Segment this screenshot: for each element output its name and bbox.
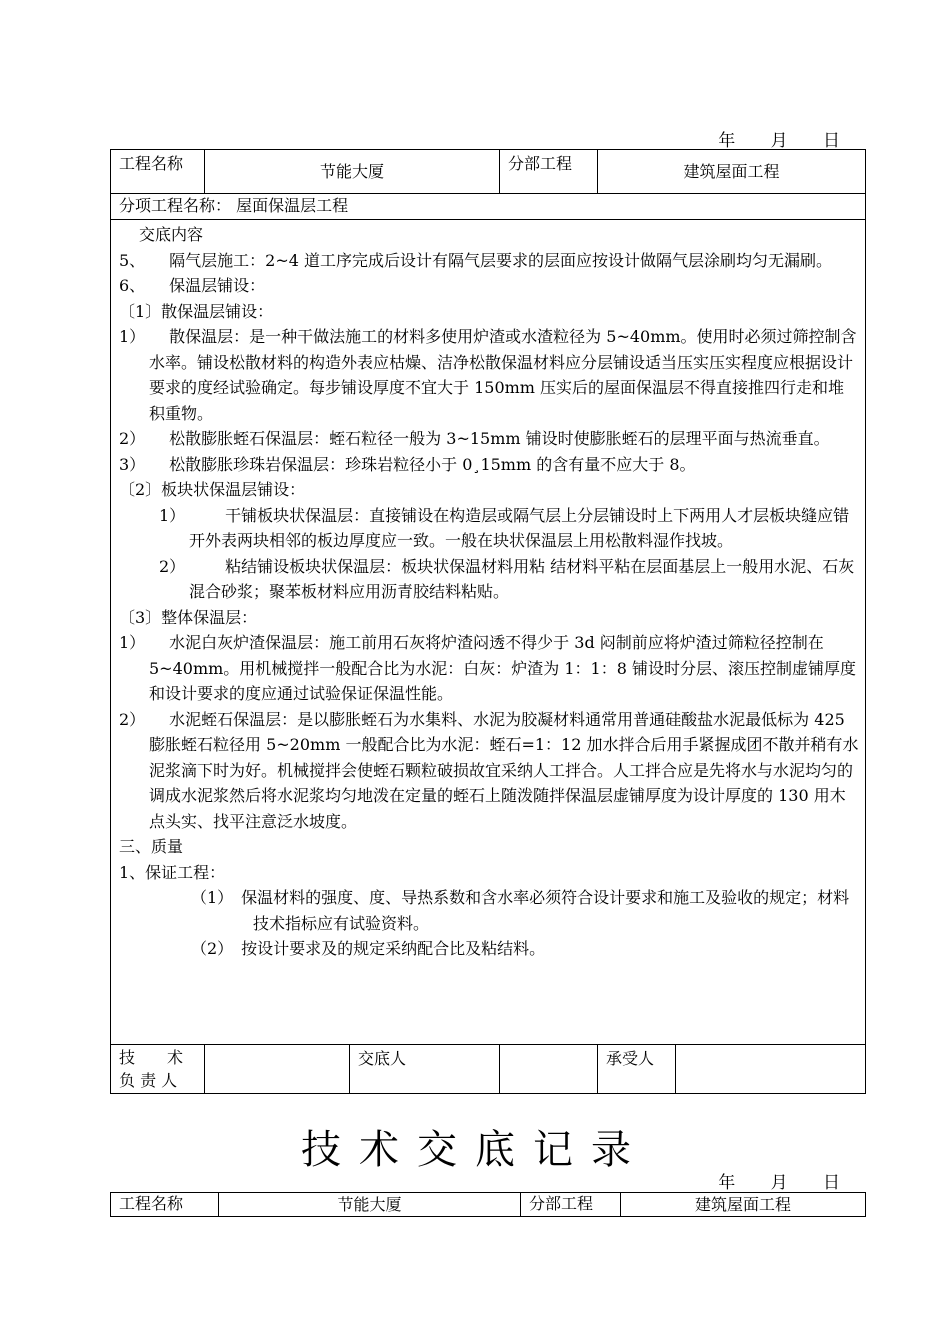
tech-lead-value	[205, 1045, 350, 1094]
tech-lead-label-line1: 技 术	[119, 1048, 184, 1067]
date-year: 年	[718, 131, 736, 151]
guarantee-item-2: （2） 按设计要求及的规定采纳配合比及粘结料。	[191, 939, 546, 958]
sub-project-name: 分项工程名称： 屋面保温层工程	[111, 194, 866, 220]
content-heading: 交底内容	[139, 225, 204, 244]
page-title: 技术交底记录	[301, 1127, 649, 1173]
content-item-2-1: 1） 干铺板块状保温层：直接铺设在构造层或隔气层上分层铺设时上下两用人才层板块缝应错开外表两块相邻的板边厚度应一致。一般在块状保温层上用松散料湿作找坡。	[159, 505, 850, 550]
date-day: 日	[823, 131, 840, 151]
content-section-1: 〔1〕散保温层铺设：	[119, 301, 274, 321]
disclosure-content	[111, 220, 866, 1045]
content-item-3-2: 2） 水泥蛭石保温层：是以膨胀蛭石为水集料、水泥为胶凝材料通常用普通硅酸盐水泥最低标为 425 膨胀蛭石粒径用 5~20mm 一般配合比为水泥：蛭石=1：12 加水拌合后用手紧握成团不散并稍有水泥浆滴下时为好。机械搅拌会使蛭石颗粒破损故宜采纳人工拌合。人工拌合应是先将水与水泥均匀的调成水泥浆然后将水泥浆均匀地泼在定量的蛭石上随泼随拌保温层虚铺厚度为设计厚度的 130 用木点头实、找平注意泛水坡度。	[119, 709, 859, 831]
content-item-3-1: 1） 水泥白灰炉渣保温层：施工前用石灰将炉渣闷透不得少于 3d 闷制前应将炉渣过筛粒径控制在 5~40mm。用机械搅拌一般配合比为水泥：白灰：炉渣为 1：1：8 铺设时分层、滚压控制虚铺厚度和设计要求的度应通过试验保证保温性能。	[119, 633, 857, 703]
content-section-2: 〔2〕板块状保温层铺设：	[119, 480, 306, 499]
project-name-value: 节能大厦	[205, 150, 500, 194]
date-day-2: 日	[823, 1173, 840, 1193]
content-item-2-2: 2） 粘结铺设板块状保温层：板块状保温材料用粘 结材料平粘在层面基层上一般用水泥、石灰混合砂浆；聚苯板材料应用沥青胶结料粘贴。	[159, 556, 855, 601]
disclosure-table	[110, 149, 866, 1094]
tech-lead-label-line2: 负 责 人	[119, 1071, 178, 1090]
division-label: 分部工程	[500, 150, 598, 194]
content-item-1-1: 1） 散保温层：是一种干做法施工的材料多使用炉渣或水渣粒径为 5~40mm。使用时必须过筛控制含水率。铺设松散材料的构造外表应枯燥、洁净松散保温材料应分层铺设适当压实压实程度应根据设计要求的度经试验确定。每步铺设厚度不宜大于 150mm 压实后的屋面保温层不得直接推四行走和堆积重物。	[119, 327, 857, 423]
discloser-value	[500, 1045, 598, 1094]
date-month-2: 月	[770, 1173, 788, 1193]
disclosure-table-2	[110, 1192, 866, 1217]
project-name-value-2: 节能大厦	[219, 1193, 521, 1217]
tech-lead-label	[111, 1045, 205, 1094]
division-label-2: 分部工程	[521, 1193, 621, 1217]
date-line-2	[688, 1168, 840, 1193]
content-section-3: 〔3〕整体保温层：	[119, 607, 258, 627]
division-value: 建筑屋面工程	[598, 150, 866, 194]
division-value-2: 建筑屋面工程	[621, 1193, 866, 1217]
date-month: 月	[770, 131, 788, 151]
guarantee-heading: 1、保证工程：	[119, 862, 226, 882]
guarantee-item-1: （1） 保温材料的强度、度、导热系数和含水率必须符合设计要求和施工及验收的规定；材料技术指标应有试验资料。	[191, 888, 850, 933]
content-item-6: 6、 保温层铺设：	[119, 276, 266, 295]
project-name-label: 工程名称	[111, 150, 205, 194]
discloser-label: 交底人	[350, 1045, 500, 1094]
quality-heading: 三、质量	[119, 837, 184, 856]
receiver-label: 承受人	[598, 1045, 676, 1094]
content-item-5: 5、 隔气层施工：2~4 道工序完成后设计有隔气层要求的层面应按设计做隔气层涂刷均匀无漏刷。	[119, 250, 833, 270]
receiver-value	[676, 1045, 866, 1094]
project-name-label-2: 工程名称	[111, 1193, 219, 1217]
date-year-2: 年	[718, 1173, 736, 1193]
content-item-1-2: 2） 松散膨胀蛭石保温层：蛭石粒径一般为 3~15mm 铺设时使膨胀蛭石的层理平面与热流垂直。	[119, 429, 830, 448]
content-item-1-3: 3） 松散膨胀珍珠岩保温层：珍珠岩粒径小于 0¸15mm 的含有量不应大于 8。	[119, 454, 696, 474]
date-line	[688, 126, 840, 151]
